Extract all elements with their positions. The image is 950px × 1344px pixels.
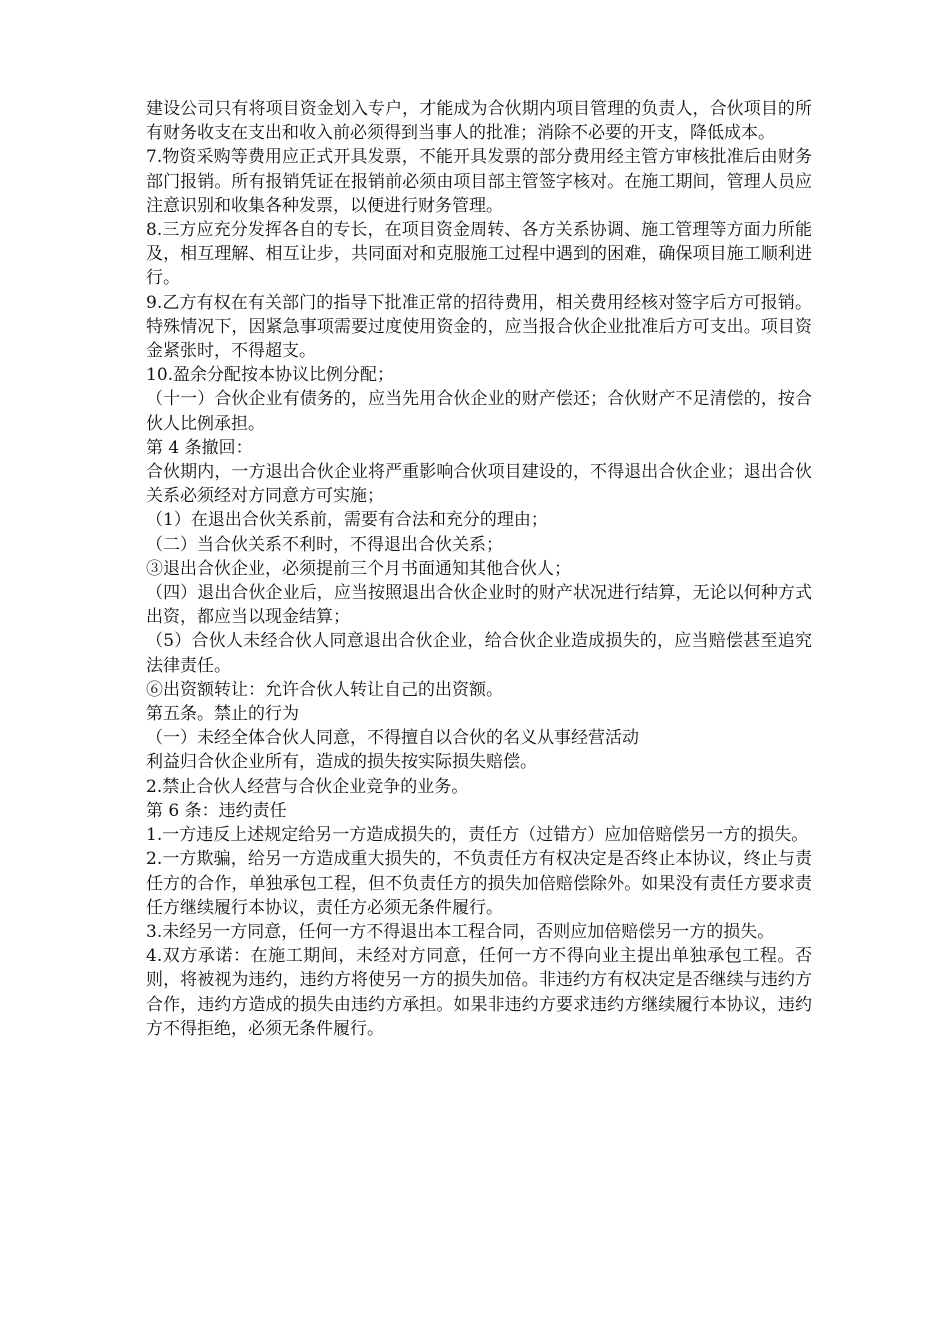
section-5-heading: 第五条。禁止的行为 [146,704,299,725]
paragraph-liability-3: 3.未经另一方同意，任何一方不得退出本工程合同，否则应加倍赔偿另一方的损失。 [146,921,775,942]
paragraph-liability-4: 4.双方承诺：在施工期间，未经对方同意，任何一方不得向业主提出单独承包工程。否则，将被视为违约，违约方将使另一方的损失加倍。非违约方有权决定是否继续与违约方合作，违约方造成的损失由违约方承担。如果非违约方要求违约方继续履行本协议，违约方不得拒绝，必须无条件履行。 [146,946,812,1039]
paragraph-withdrawal-2: （二）当合伙关系不利时，不得退出合伙关系； [146,534,503,555]
paragraph-withdrawal-4: （四）退出合伙企业后，应当按照退出合伙企业时的财产状况进行结算，无论以何种方式出资，都应当以现金结算； [146,583,812,628]
document-body [146,97,812,1041]
paragraph-liability-1: 1.一方违反上述规定给另一方造成损失的，责任方（过错方）应加倍赔偿另一方的损失。 [146,825,809,846]
paragraph-withdrawal-6: ⑥出资额转让：允许合伙人转让自己的出资额。 [146,679,503,700]
section-4-heading: 第 4 条撤回： [146,437,253,458]
paragraph-prohibited-1-cont: 利益归合伙企业所有，造成的损失按实际损失赔偿。 [146,752,537,773]
paragraph-withdrawal-1: （1）在退出合伙关系前，需要有合法和充分的理由； [146,510,548,531]
paragraph-7-invoices: 7.物资采购等费用应正式开具发票，不能开具发票的部分费用经主管方审核批准后由财务部门报销。所有报销凭证在报销前必须由项目部主管签字核对。在施工期间，管理人员应注意识别和收集各种发票，以便进行财务管理。 [146,147,812,216]
paragraph-11-debts: （十一）合伙企业有债务的，应当先用合伙企业的财产偿还；合伙财产不足清偿的，按合伙人比例承担。 [146,389,812,434]
paragraph-withdrawal-intro: 合伙期内，一方退出合伙企业将严重影响合伙项目建设的，不得退出合伙企业；退出合伙关系必须经对方同意方可实施； [146,462,812,507]
paragraph-funds-manager: 建设公司只有将项目资金划入专户，才能成为合伙期内项目管理的负责人，合伙项目的所有财务收支在支出和收入前必须得到当事人的批准；消除不必要的开支，降低成本。 [146,99,812,144]
paragraph-prohibited-2: 2.禁止合伙人经营与合伙企业竞争的业务。 [146,776,469,797]
paragraph-prohibited-1: （一）未经全体合伙人同意，不得擅自以合伙的名义从事经营活动 [146,728,639,749]
paragraph-8-cooperation: 8.三方应充分发挥各自的专长，在项目资金周转、各方关系协调、施工管理等方面力所能及，相互理解、相互让步，共同面对和克服施工过程中遇到的困难，确保项目施工顺利进行。 [146,220,812,289]
paragraph-withdrawal-5: （5）合伙人未经合伙人同意退出合伙企业，给合伙企业造成损失的，应当赔偿甚至追究法律责任。 [146,631,812,676]
paragraph-liability-2: 2.一方欺骗，给另一方造成重大损失的，不负责任方有权决定是否终止本协议，终止与责任方的合作，单独承包工程，但不负责任方的损失加倍赔偿除外。如果没有责任方要求责任方继续履行本协议，责任方必须无条件履行。 [146,849,812,918]
paragraph-9-hospitality: 9.乙方有权在有关部门的指导下批准正常的招待费用，相关费用经核对签字后方可报销。特殊情况下，因紧急事项需要过度使用资金的，应当报合伙企业批准后方可支出。项目资金紧张时，不得超支。 [146,292,812,362]
paragraph-withdrawal-3: ③退出合伙企业，必须提前三个月书面通知其他合伙人； [146,558,571,579]
paragraph-10-surplus: 10.盈余分配按本协议比例分配； [146,365,395,386]
section-6-heading: 第 6 条：违约责任 [146,800,287,821]
